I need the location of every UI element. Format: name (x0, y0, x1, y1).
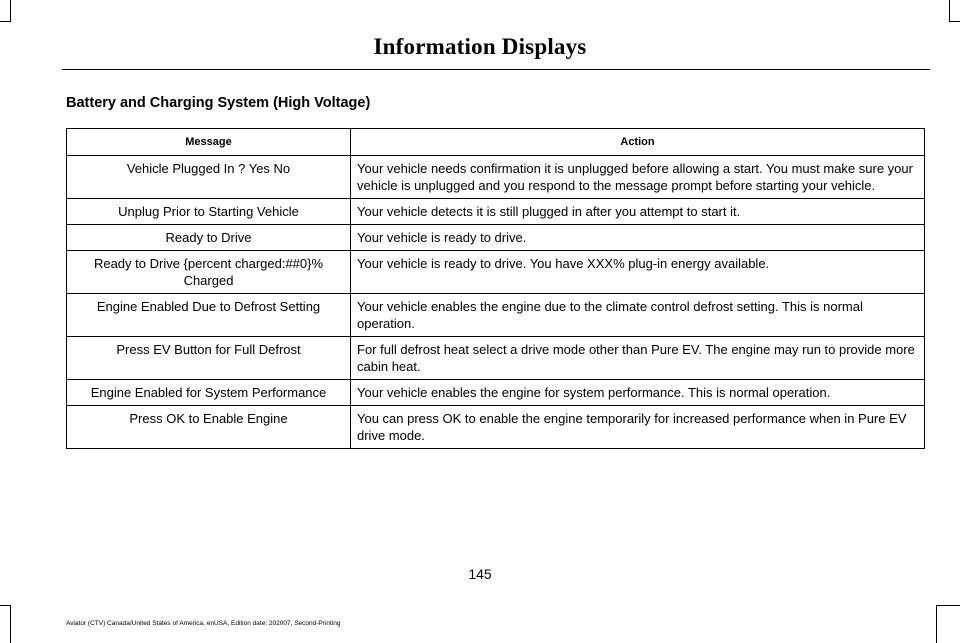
action-cell: You can press OK to enable the engine temporarily for increased performance when in Pure EV drive mode. (351, 406, 925, 449)
crop-mark-bottom-right (936, 605, 937, 643)
page-number: 145 (468, 566, 492, 582)
action-cell: Your vehicle is ready to drive. You have XXX% plug-in energy available. (351, 251, 925, 294)
crop-mark-top-right (949, 0, 950, 22)
table-row (67, 225, 925, 251)
crop-mark-bottom-left (0, 605, 11, 606)
message-cell: Engine Enabled for System Performance (67, 380, 351, 406)
crop-mark-top-left (10, 0, 11, 22)
action-cell: Your vehicle enables the engine for system performance. This is normal operation. (351, 380, 925, 406)
table-row (67, 406, 925, 449)
table-row (67, 294, 925, 337)
header-divider (62, 69, 930, 70)
message-cell: Press EV Button for Full Defrost (67, 337, 351, 380)
action-cell: Your vehicle detects it is still plugged in after you attempt to start it. (351, 199, 925, 225)
message-cell: Press OK to Enable Engine (67, 406, 351, 449)
message-cell: Ready to Drive {percent charged:##0}% Charged (67, 251, 351, 294)
table-header-row (67, 129, 925, 156)
table-row (67, 380, 925, 406)
column-header-message: Message (67, 129, 351, 156)
page-header-title: Information Displays (373, 34, 587, 59)
table-row (67, 199, 925, 225)
message-cell: Vehicle Plugged In ? Yes No (67, 156, 351, 199)
messages-table (66, 128, 925, 449)
action-cell: Your vehicle enables the engine due to the climate control defrost setting. This is normal operation. (351, 294, 925, 337)
crop-mark-bottom-right (936, 605, 960, 606)
action-cell: Your vehicle needs confirmation it is unplugged before allowing a start. You must make sure your vehicle is unplugged and you respond to the message prompt before starting your vehicle. (351, 156, 925, 199)
table-row (67, 156, 925, 199)
message-cell: Unplug Prior to Starting Vehicle (67, 199, 351, 225)
table-row (67, 251, 925, 294)
crop-mark-top-left (0, 21, 11, 22)
footer-edition-text: Aviator (CTV) Canada/United States of America, enUSA, Edition date: 202007, Second-Printing (66, 620, 341, 627)
crop-mark-bottom-left (10, 605, 11, 643)
action-cell: For full defrost heat select a drive mode other than Pure EV. The engine may run to provide more cabin heat. (351, 337, 925, 380)
message-cell: Ready to Drive (67, 225, 351, 251)
column-header-action: Action (351, 129, 925, 156)
table-row (67, 337, 925, 380)
section-heading: Battery and Charging System (High Voltage) (66, 95, 371, 111)
action-cell: Your vehicle is ready to drive. (351, 225, 925, 251)
crop-mark-top-right (949, 21, 960, 22)
message-cell: Engine Enabled Due to Defrost Setting (67, 294, 351, 337)
